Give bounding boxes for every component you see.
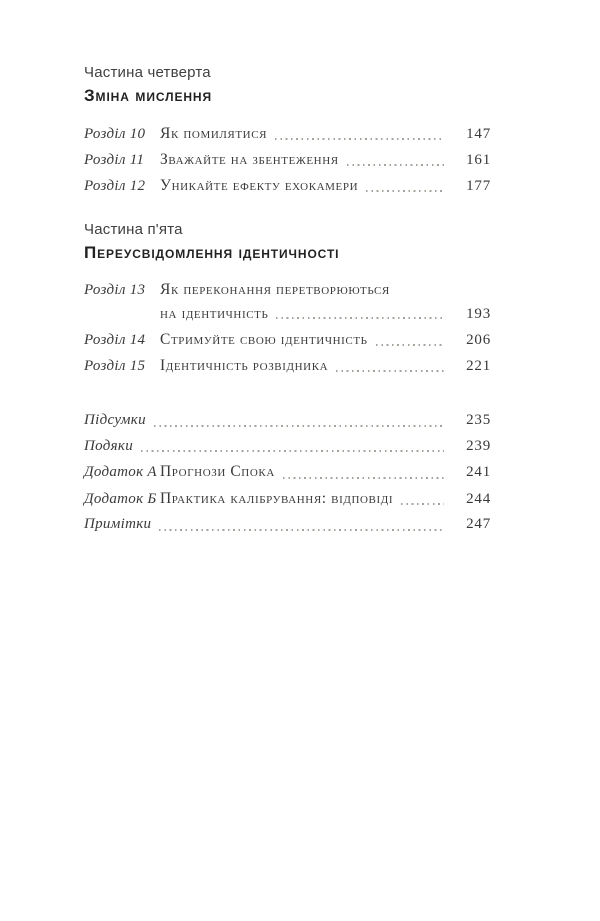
dot-leader	[393, 486, 451, 513]
toc-row-chapter-15	[84, 353, 491, 379]
chapter-title: Ідентичність розвідника	[160, 357, 329, 374]
page-number: 177	[466, 178, 491, 194]
page-number: 193	[466, 306, 491, 322]
chapter-label: Розділ 11	[84, 152, 145, 168]
page-number: 241	[466, 464, 491, 480]
toc-row-notes	[84, 512, 491, 538]
chapter-title-line-2-row	[160, 302, 451, 326]
page-number: 235	[466, 412, 491, 428]
dot-leader	[268, 302, 451, 326]
chapter-title-line-1: Як переконання перетворюються	[160, 281, 390, 298]
toc-section-part-five	[84, 220, 491, 379]
toc-row-summary	[84, 408, 491, 434]
chapter-title-two-line	[160, 278, 451, 326]
dot-leader	[133, 434, 451, 460]
chapter-title: Зважайте на збентеження	[160, 151, 339, 168]
toc-row-appendix-a	[84, 459, 491, 486]
chapter-title: Стримуйте свою ідентичність	[160, 331, 368, 348]
back-matter-title: Практика калібрування: відповіді	[160, 489, 394, 507]
dot-leader	[358, 173, 451, 199]
back-matter-title: Прогнози Спока	[160, 463, 275, 480]
dot-leader	[275, 459, 451, 486]
toc-row-chapter-11	[84, 147, 491, 173]
back-matter-label: Додаток Б	[84, 490, 157, 507]
part-title: Зміна мислення	[84, 86, 213, 105]
back-matter-label: Додаток А	[84, 464, 157, 480]
page-number: 206	[466, 332, 491, 348]
toc-row-chapter-14	[84, 327, 491, 353]
part-label: Частина четверта	[84, 64, 211, 81]
dot-leader	[368, 327, 451, 353]
page-number: 247	[466, 516, 491, 532]
dot-leader	[339, 147, 451, 173]
dot-leader	[267, 121, 451, 147]
toc-row-appendix-b	[84, 486, 491, 513]
chapter-label: Розділ 15	[84, 358, 146, 374]
dot-leader	[328, 353, 451, 379]
chapter-list	[84, 278, 491, 379]
back-matter-label: Подяки	[84, 437, 134, 454]
back-matter-label: Підсумки	[84, 412, 146, 428]
chapter-label: Розділ 10	[84, 126, 146, 142]
part-label: Частина п'ята	[84, 221, 183, 238]
toc-row-chapter-13	[84, 278, 491, 326]
back-matter-label: Примітки	[84, 516, 152, 532]
page-number: 239	[466, 437, 491, 454]
toc-row-acknowledgements	[84, 434, 491, 460]
toc-row-chapter-12	[84, 173, 491, 199]
chapter-title: Уникайте ефекту ехокамери	[160, 177, 359, 194]
chapter-label: Розділ 14	[84, 332, 146, 348]
toc-content	[84, 63, 491, 538]
chapter-label: Розділ 12	[84, 178, 146, 194]
page-number: 161	[466, 152, 491, 168]
page-number: 244	[466, 490, 491, 507]
part-title: Переусвідомлення ідентичності	[84, 243, 340, 262]
toc-section-part-four	[84, 63, 491, 199]
chapter-title-line-2: на ідентичність	[160, 305, 269, 322]
dot-leader	[146, 408, 451, 434]
chapter-label: Розділ 13	[84, 282, 146, 298]
page-number: 147	[466, 126, 491, 142]
page-number: 221	[466, 358, 491, 374]
toc-back-matter	[84, 408, 491, 538]
chapter-title: Як помилятися	[160, 125, 268, 142]
dot-leader	[151, 512, 451, 538]
toc-row-chapter-10	[84, 121, 491, 147]
chapter-list	[84, 121, 491, 199]
